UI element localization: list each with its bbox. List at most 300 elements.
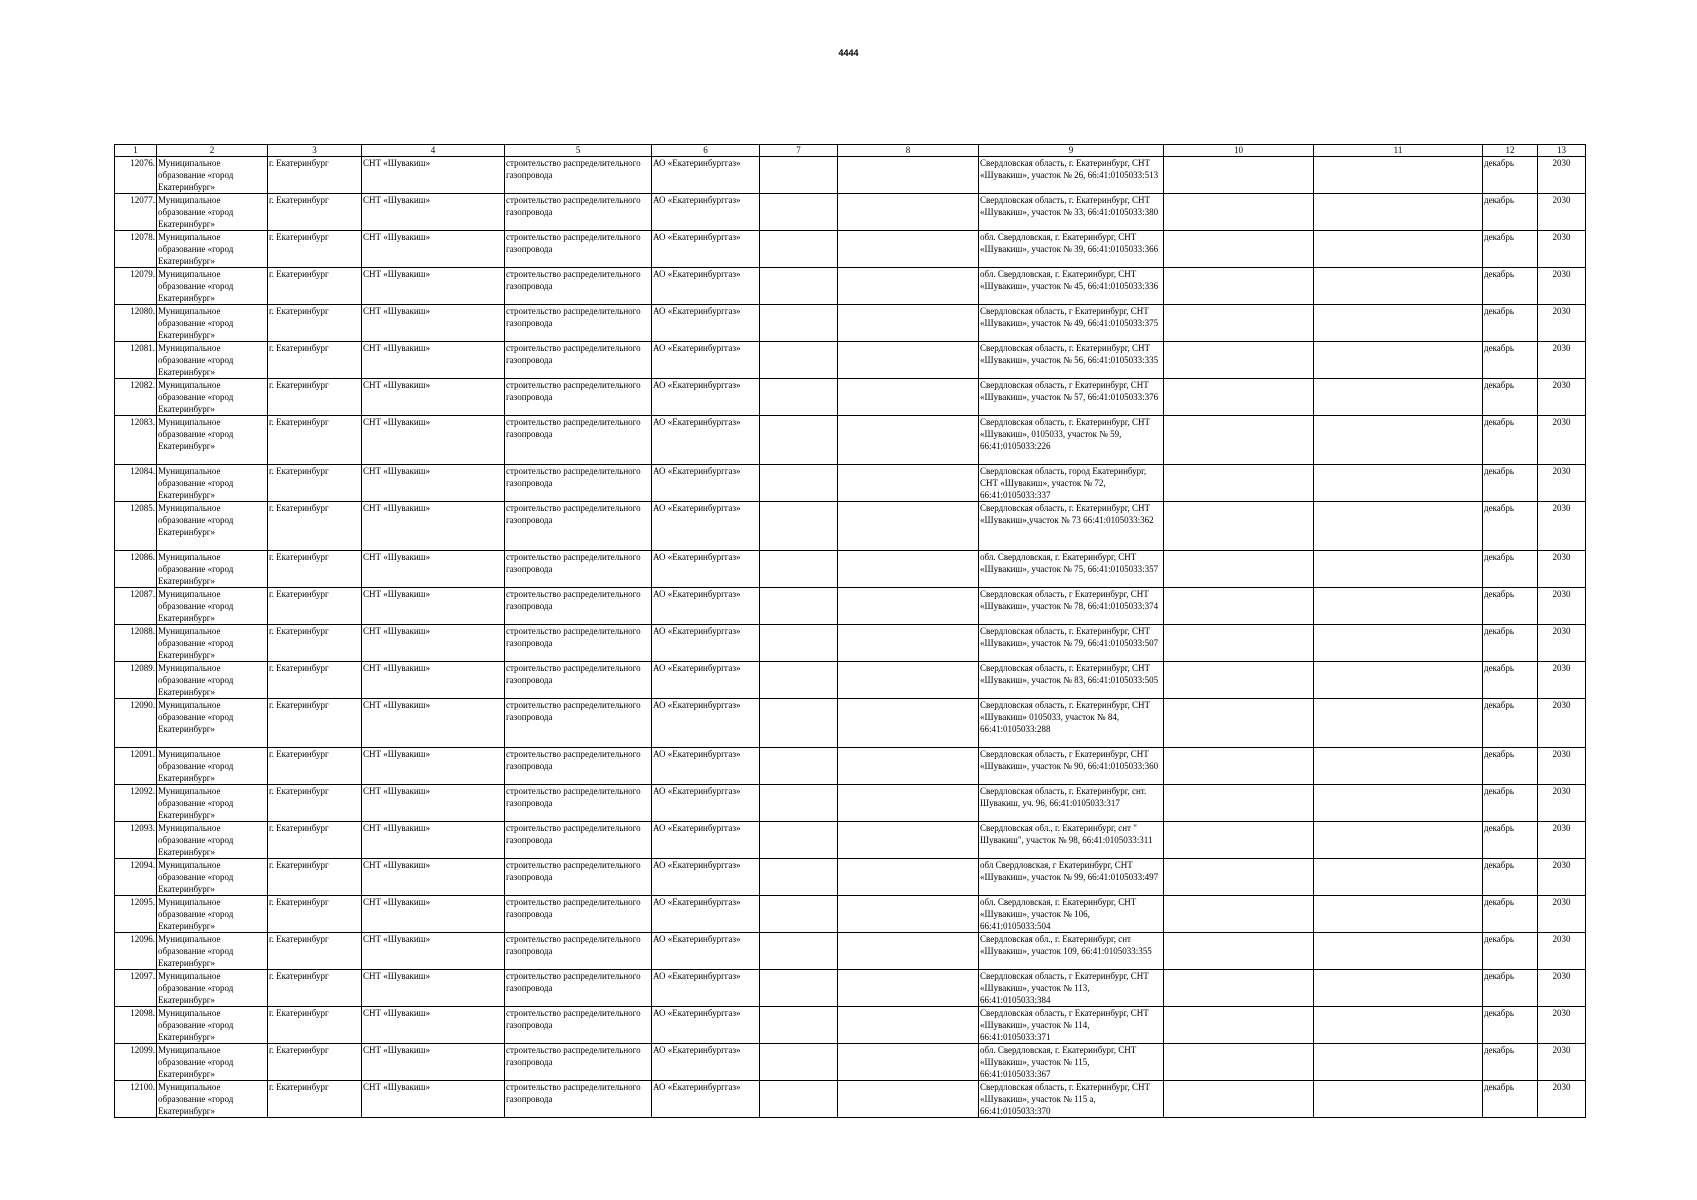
work-type-cell: строительство распределительного газопровода <box>505 748 652 785</box>
month-cell: декабрь <box>1483 305 1538 342</box>
register-table <box>114 144 1586 1118</box>
organization-cell: АО «Екатеринбурггаз» <box>652 194 760 231</box>
table-row <box>115 416 1586 465</box>
column-10-cell <box>1164 933 1314 970</box>
column-8-cell <box>838 305 979 342</box>
address-cell: Свердловская область, город Екатеринбург, СНТ «Шувакиш», участок № 72, 66:41:0105033:337 <box>979 465 1164 502</box>
work-type-cell: строительство распределительного газопровода <box>505 268 652 305</box>
column-7-cell <box>760 625 838 662</box>
table-row <box>115 305 1586 342</box>
city-cell: г. Екатеринбург <box>268 785 362 822</box>
address-cell: Свердловская область, г. Екатеринбург, снт. Шувакиш, уч. 96, 66:41:0105033:317 <box>979 785 1164 822</box>
address-cell: Свердловская область, г. Екатеринбург, СНТ «Шувакиш»,участок № 73 66:41:0105033:362 <box>979 502 1164 551</box>
organization-cell: АО «Екатеринбурггаз» <box>652 662 760 699</box>
column-7-cell <box>760 588 838 625</box>
organization-cell: АО «Екатеринбурггаз» <box>652 970 760 1007</box>
city-cell: г. Екатеринбург <box>268 194 362 231</box>
organization-cell: АО «Екатеринбурггаз» <box>652 379 760 416</box>
column-7-cell <box>760 194 838 231</box>
city-cell: г. Екатеринбург <box>268 551 362 588</box>
column-11-cell <box>1314 157 1483 194</box>
row-number-cell: 12094. <box>115 859 157 896</box>
column-10-cell <box>1164 1081 1314 1118</box>
column-11-cell <box>1314 465 1483 502</box>
city-cell: г. Екатеринбург <box>268 502 362 551</box>
table-row <box>115 551 1586 588</box>
year-cell: 2030 <box>1538 662 1586 699</box>
owner-cell: Муниципальное образование «город Екатеринбург» <box>157 551 268 588</box>
year-cell: 2030 <box>1538 1007 1586 1044</box>
column-header: 11 <box>1314 145 1483 157</box>
column-header: 6 <box>652 145 760 157</box>
work-type-cell: строительство распределительного газопровода <box>505 699 652 748</box>
address-cell: Свердловская область, г Екатеринбург, СНТ «Шувакиш», участок № 78, 66:41:0105033:374 <box>979 588 1164 625</box>
column-11-cell <box>1314 748 1483 785</box>
address-cell: обл. Свердловская, г. Екатеринбург, СНТ «Шувакиш», участок № 115, 66:41:0105033:367 <box>979 1044 1164 1081</box>
month-cell: декабрь <box>1483 342 1538 379</box>
month-cell: декабрь <box>1483 268 1538 305</box>
month-cell: декабрь <box>1483 1007 1538 1044</box>
work-type-cell: строительство распределительного газопровода <box>505 502 652 551</box>
work-type-cell: строительство распределительного газопровода <box>505 379 652 416</box>
work-type-cell: строительство распределительного газопровода <box>505 1044 652 1081</box>
column-11-cell <box>1314 194 1483 231</box>
month-cell: декабрь <box>1483 416 1538 465</box>
year-cell: 2030 <box>1538 157 1586 194</box>
owner-cell: Муниципальное образование «город Екатеринбург» <box>157 157 268 194</box>
table-row <box>115 268 1586 305</box>
owner-cell: Муниципальное образование «город Екатеринбург» <box>157 588 268 625</box>
city-cell: г. Екатеринбург <box>268 416 362 465</box>
city-cell: г. Екатеринбург <box>268 157 362 194</box>
address-cell: Свердловская обл., г. Екатеринбург, снт " Шувакиш", участок № 98, 66:41:0105033:311 <box>979 822 1164 859</box>
column-7-cell <box>760 231 838 268</box>
column-11-cell <box>1314 1007 1483 1044</box>
year-cell: 2030 <box>1538 896 1586 933</box>
column-11-cell <box>1314 896 1483 933</box>
month-cell: декабрь <box>1483 465 1538 502</box>
column-10-cell <box>1164 748 1314 785</box>
place-cell: СНТ «Шувакиш» <box>362 662 505 699</box>
column-10-cell <box>1164 268 1314 305</box>
column-10-cell <box>1164 551 1314 588</box>
table-row <box>115 231 1586 268</box>
organization-cell: АО «Екатеринбурггаз» <box>652 502 760 551</box>
column-8-cell <box>838 157 979 194</box>
row-number-cell: 12098. <box>115 1007 157 1044</box>
column-header: 1 <box>115 145 157 157</box>
owner-cell: Муниципальное образование «город Екатеринбург» <box>157 625 268 662</box>
year-cell: 2030 <box>1538 822 1586 859</box>
organization-cell: АО «Екатеринбурггаз» <box>652 822 760 859</box>
row-number-cell: 12096. <box>115 933 157 970</box>
organization-cell: АО «Екатеринбурггаз» <box>652 588 760 625</box>
place-cell: СНТ «Шувакиш» <box>362 551 505 588</box>
column-7-cell <box>760 268 838 305</box>
table-row <box>115 662 1586 699</box>
row-number-cell: 12097. <box>115 970 157 1007</box>
column-8-cell <box>838 231 979 268</box>
work-type-cell: строительство распределительного газопровода <box>505 1081 652 1118</box>
month-cell: декабрь <box>1483 785 1538 822</box>
table-row <box>115 933 1586 970</box>
place-cell: СНТ «Шувакиш» <box>362 157 505 194</box>
owner-cell: Муниципальное образование «город Екатеринбург» <box>157 785 268 822</box>
organization-cell: АО «Екатеринбурггаз» <box>652 859 760 896</box>
year-cell: 2030 <box>1538 785 1586 822</box>
table-row <box>115 785 1586 822</box>
year-cell: 2030 <box>1538 625 1586 662</box>
month-cell: декабрь <box>1483 625 1538 662</box>
organization-cell: АО «Екатеринбурггаз» <box>652 416 760 465</box>
column-11-cell <box>1314 416 1483 465</box>
table-row <box>115 502 1586 551</box>
column-10-cell <box>1164 1007 1314 1044</box>
column-8-cell <box>838 896 979 933</box>
column-10-cell <box>1164 342 1314 379</box>
column-8-cell <box>838 625 979 662</box>
column-10-cell <box>1164 662 1314 699</box>
column-11-cell <box>1314 625 1483 662</box>
row-number-cell: 12076. <box>115 157 157 194</box>
column-7-cell <box>760 748 838 785</box>
column-8-cell <box>838 748 979 785</box>
column-8-cell <box>838 1081 979 1118</box>
column-7-cell <box>760 1007 838 1044</box>
work-type-cell: строительство распределительного газопровода <box>505 231 652 268</box>
table-row <box>115 465 1586 502</box>
work-type-cell: строительство распределительного газопровода <box>505 416 652 465</box>
column-10-cell <box>1164 970 1314 1007</box>
owner-cell: Муниципальное образование «город Екатеринбург» <box>157 1044 268 1081</box>
work-type-cell: строительство распределительного газопровода <box>505 194 652 231</box>
month-cell: декабрь <box>1483 970 1538 1007</box>
row-number-cell: 12079. <box>115 268 157 305</box>
table-row <box>115 859 1586 896</box>
month-cell: декабрь <box>1483 194 1538 231</box>
table-row <box>115 748 1586 785</box>
city-cell: г. Екатеринбург <box>268 859 362 896</box>
column-7-cell <box>760 1081 838 1118</box>
column-10-cell <box>1164 699 1314 748</box>
organization-cell: АО «Екатеринбурггаз» <box>652 305 760 342</box>
owner-cell: Муниципальное образование «город Екатеринбург» <box>157 748 268 785</box>
place-cell: СНТ «Шувакиш» <box>362 588 505 625</box>
address-cell: Свердловская область, г Екатеринбург, СНТ «Шувакиш», участок № 49, 66:41:0105033:375 <box>979 305 1164 342</box>
column-11-cell <box>1314 551 1483 588</box>
place-cell: СНТ «Шувакиш» <box>362 1044 505 1081</box>
column-8-cell <box>838 465 979 502</box>
city-cell: г. Екатеринбург <box>268 699 362 748</box>
place-cell: СНТ «Шувакиш» <box>362 859 505 896</box>
column-8-cell <box>838 1007 979 1044</box>
city-cell: г. Екатеринбург <box>268 1007 362 1044</box>
work-type-cell: строительство распределительного газопровода <box>505 625 652 662</box>
address-cell: Свердловская область, г Екатеринбург, СНТ «Шувакиш», участок № 114, 66:41:0105033:371 <box>979 1007 1164 1044</box>
address-cell: обл. Свердловская, г. Екатеринбург, СНТ «Шувакиш», участок № 106, 66:41:0105033:504 <box>979 896 1164 933</box>
column-7-cell <box>760 933 838 970</box>
header-row <box>115 145 1586 157</box>
column-11-cell <box>1314 933 1483 970</box>
address-cell: Свердловская область, г. Екатеринбург, СНТ «Шувакиш», участок № 79, 66:41:0105033:507 <box>979 625 1164 662</box>
city-cell: г. Екатеринбург <box>268 748 362 785</box>
table-row <box>115 588 1586 625</box>
owner-cell: Муниципальное образование «город Екатеринбург» <box>157 416 268 465</box>
organization-cell: АО «Екатеринбурггаз» <box>652 625 760 662</box>
place-cell: СНТ «Шувакиш» <box>362 465 505 502</box>
place-cell: СНТ «Шувакиш» <box>362 970 505 1007</box>
column-10-cell <box>1164 859 1314 896</box>
owner-cell: Муниципальное образование «город Екатеринбург» <box>157 699 268 748</box>
column-11-cell <box>1314 268 1483 305</box>
address-cell: обл. Свердловская, г. Екатеринбург, СНТ «Шувакиш», участок № 75, 66:41:0105033:357 <box>979 551 1164 588</box>
organization-cell: АО «Екатеринбурггаз» <box>652 748 760 785</box>
column-10-cell <box>1164 785 1314 822</box>
owner-cell: Муниципальное образование «город Екатеринбург» <box>157 933 268 970</box>
city-cell: г. Екатеринбург <box>268 933 362 970</box>
column-8-cell <box>838 502 979 551</box>
row-number-cell: 12092. <box>115 785 157 822</box>
column-7-cell <box>760 1044 838 1081</box>
column-header: 10 <box>1164 145 1314 157</box>
owner-cell: Муниципальное образование «город Екатеринбург» <box>157 379 268 416</box>
column-10-cell <box>1164 231 1314 268</box>
column-8-cell <box>838 822 979 859</box>
year-cell: 2030 <box>1538 588 1586 625</box>
column-8-cell <box>838 551 979 588</box>
work-type-cell: строительство распределительного газопровода <box>505 342 652 379</box>
year-cell: 2030 <box>1538 305 1586 342</box>
column-11-cell <box>1314 699 1483 748</box>
month-cell: декабрь <box>1483 699 1538 748</box>
page-number: 4444 <box>838 48 859 58</box>
column-10-cell <box>1164 588 1314 625</box>
place-cell: СНТ «Шувакиш» <box>362 379 505 416</box>
city-cell: г. Екатеринбург <box>268 588 362 625</box>
owner-cell: Муниципальное образование «город Екатеринбург» <box>157 970 268 1007</box>
year-cell: 2030 <box>1538 699 1586 748</box>
column-10-cell <box>1164 379 1314 416</box>
year-cell: 2030 <box>1538 748 1586 785</box>
owner-cell: Муниципальное образование «город Екатеринбург» <box>157 1081 268 1118</box>
place-cell: СНТ «Шувакиш» <box>362 625 505 662</box>
column-8-cell <box>838 379 979 416</box>
work-type-cell: строительство распределительного газопровода <box>505 785 652 822</box>
row-number-cell: 12081. <box>115 342 157 379</box>
organization-cell: АО «Екатеринбурггаз» <box>652 699 760 748</box>
table-row <box>115 625 1586 662</box>
year-cell: 2030 <box>1538 859 1586 896</box>
organization-cell: АО «Екатеринбурггаз» <box>652 933 760 970</box>
place-cell: СНТ «Шувакиш» <box>362 1081 505 1118</box>
organization-cell: АО «Екатеринбурггаз» <box>652 551 760 588</box>
place-cell: СНТ «Шувакиш» <box>362 1007 505 1044</box>
city-cell: г. Екатеринбург <box>268 465 362 502</box>
row-number-cell: 12093. <box>115 822 157 859</box>
organization-cell: АО «Екатеринбурггаз» <box>652 157 760 194</box>
column-8-cell <box>838 194 979 231</box>
address-cell: Свердловская область, г Екатеринбург, СНТ «Шувакиш», участок № 90, 66:41:0105033:360 <box>979 748 1164 785</box>
organization-cell: АО «Екатеринбурггаз» <box>652 1007 760 1044</box>
city-cell: г. Екатеринбург <box>268 231 362 268</box>
column-11-cell <box>1314 588 1483 625</box>
place-cell: СНТ «Шувакиш» <box>362 342 505 379</box>
column-11-cell <box>1314 342 1483 379</box>
work-type-cell: строительство распределительного газопровода <box>505 896 652 933</box>
column-8-cell <box>838 1044 979 1081</box>
column-header: 12 <box>1483 145 1538 157</box>
address-cell: Свердловская область, г Екатеринбург, СНТ «Шувакиш», участок № 113, 66:41:0105033:384 <box>979 970 1164 1007</box>
address-cell: обл. Свердловская, г. Екатеринбург, СНТ «Шувакиш», участок № 39, 66:41:0105033:366 <box>979 231 1164 268</box>
column-11-cell <box>1314 785 1483 822</box>
table-row <box>115 896 1586 933</box>
owner-cell: Муниципальное образование «город Екатеринбург» <box>157 896 268 933</box>
table-header <box>115 145 1586 157</box>
column-10-cell <box>1164 465 1314 502</box>
column-7-cell <box>760 416 838 465</box>
city-cell: г. Екатеринбург <box>268 625 362 662</box>
column-11-cell <box>1314 970 1483 1007</box>
month-cell: декабрь <box>1483 859 1538 896</box>
address-cell: Свердловская область, г. Екатеринбург, СНТ «Шувакиш», участок № 83, 66:41:0105033:505 <box>979 662 1164 699</box>
year-cell: 2030 <box>1538 379 1586 416</box>
city-cell: г. Екатеринбург <box>268 305 362 342</box>
column-7-cell <box>760 305 838 342</box>
month-cell: декабрь <box>1483 588 1538 625</box>
owner-cell: Муниципальное образование «город Екатеринбург» <box>157 662 268 699</box>
address-cell: Свердловская область, г. Екатеринбург, СНТ «Шувакиш», 0105033, участок № 59, 66:41:0105033:226 <box>979 416 1164 465</box>
address-cell: обл Свердловская, г Екатеринбург, СНТ «Шувакиш», участок № 99, 66:41:0105033:497 <box>979 859 1164 896</box>
owner-cell: Муниципальное образование «город Екатеринбург» <box>157 1007 268 1044</box>
column-8-cell <box>838 970 979 1007</box>
organization-cell: АО «Екатеринбурггаз» <box>652 231 760 268</box>
table-row <box>115 157 1586 194</box>
column-header: 4 <box>362 145 505 157</box>
city-cell: г. Екатеринбург <box>268 822 362 859</box>
month-cell: декабрь <box>1483 896 1538 933</box>
column-header: 3 <box>268 145 362 157</box>
column-7-cell <box>760 785 838 822</box>
owner-cell: Муниципальное образование «город Екатеринбург» <box>157 465 268 502</box>
column-11-cell <box>1314 1081 1483 1118</box>
table-row <box>115 1044 1586 1081</box>
row-number-cell: 12086. <box>115 551 157 588</box>
column-10-cell <box>1164 1044 1314 1081</box>
address-cell: Свердловская обл., г. Екатеринбург, снт «Шувакиш», участок 109, 66:41:0105033:355 <box>979 933 1164 970</box>
table-row <box>115 379 1586 416</box>
place-cell: СНТ «Шувакиш» <box>362 822 505 859</box>
column-8-cell <box>838 268 979 305</box>
owner-cell: Муниципальное образование «город Екатеринбург» <box>157 231 268 268</box>
place-cell: СНТ «Шувакиш» <box>362 896 505 933</box>
row-number-cell: 12080. <box>115 305 157 342</box>
address-cell: Свердловская область, г. Екатеринбург, СНТ «Шувакиш», участок № 33, 66:41:0105033:380 <box>979 194 1164 231</box>
row-number-cell: 12087. <box>115 588 157 625</box>
column-7-cell <box>760 662 838 699</box>
owner-cell: Муниципальное образование «город Екатеринбург» <box>157 305 268 342</box>
row-number-cell: 12083. <box>115 416 157 465</box>
organization-cell: АО «Екатеринбурггаз» <box>652 1044 760 1081</box>
row-number-cell: 12099. <box>115 1044 157 1081</box>
month-cell: декабрь <box>1483 933 1538 970</box>
address-cell: Свердловская область, г Екатеринбург, СНТ «Шувакиш», участок № 57, 66:41:0105033:376 <box>979 379 1164 416</box>
year-cell: 2030 <box>1538 502 1586 551</box>
column-7-cell <box>760 859 838 896</box>
column-header: 13 <box>1538 145 1586 157</box>
column-7-cell <box>760 379 838 416</box>
column-header: 9 <box>979 145 1164 157</box>
address-cell: Свердловская область, г. Екатеринбург, СНТ «Шувакиш», участок № 115 а, 66:41:0105033:370 <box>979 1081 1164 1118</box>
work-type-cell: строительство распределительного газопровода <box>505 970 652 1007</box>
place-cell: СНТ «Шувакиш» <box>362 416 505 465</box>
city-cell: г. Екатеринбург <box>268 896 362 933</box>
place-cell: СНТ «Шувакиш» <box>362 231 505 268</box>
city-cell: г. Екатеринбург <box>268 268 362 305</box>
row-number-cell: 12090. <box>115 699 157 748</box>
row-number-cell: 12091. <box>115 748 157 785</box>
month-cell: декабрь <box>1483 662 1538 699</box>
column-header: 7 <box>760 145 838 157</box>
row-number-cell: 12084. <box>115 465 157 502</box>
work-type-cell: строительство распределительного газопровода <box>505 465 652 502</box>
column-10-cell <box>1164 502 1314 551</box>
work-type-cell: строительство распределительного газопровода <box>505 305 652 342</box>
column-11-cell <box>1314 231 1483 268</box>
organization-cell: АО «Екатеринбурггаз» <box>652 268 760 305</box>
year-cell: 2030 <box>1538 268 1586 305</box>
column-header: 8 <box>838 145 979 157</box>
city-cell: г. Екатеринбург <box>268 1081 362 1118</box>
column-8-cell <box>838 859 979 896</box>
row-number-cell: 12077. <box>115 194 157 231</box>
column-7-cell <box>760 551 838 588</box>
column-10-cell <box>1164 157 1314 194</box>
column-11-cell <box>1314 379 1483 416</box>
organization-cell: АО «Екатеринбурггаз» <box>652 342 760 379</box>
year-cell: 2030 <box>1538 551 1586 588</box>
column-7-cell <box>760 970 838 1007</box>
city-cell: г. Екатеринбург <box>268 970 362 1007</box>
month-cell: декабрь <box>1483 1081 1538 1118</box>
column-10-cell <box>1164 305 1314 342</box>
month-cell: декабрь <box>1483 822 1538 859</box>
year-cell: 2030 <box>1538 231 1586 268</box>
year-cell: 2030 <box>1538 465 1586 502</box>
table-body <box>115 157 1586 1118</box>
organization-cell: АО «Екатеринбурггаз» <box>652 465 760 502</box>
column-7-cell <box>760 699 838 748</box>
place-cell: СНТ «Шувакиш» <box>362 748 505 785</box>
organization-cell: АО «Екатеринбурггаз» <box>652 1081 760 1118</box>
row-number-cell: 12100. <box>115 1081 157 1118</box>
owner-cell: Муниципальное образование «город Екатеринбург» <box>157 859 268 896</box>
column-7-cell <box>760 465 838 502</box>
column-7-cell <box>760 896 838 933</box>
column-10-cell <box>1164 896 1314 933</box>
place-cell: СНТ «Шувакиш» <box>362 268 505 305</box>
column-7-cell <box>760 157 838 194</box>
year-cell: 2030 <box>1538 416 1586 465</box>
table-row <box>115 1007 1586 1044</box>
address-cell: Свердловская область, г. Екатеринбург, СНТ «Шувакиш», участок № 56, 66:41:0105033:335 <box>979 342 1164 379</box>
month-cell: декабрь <box>1483 1044 1538 1081</box>
address-cell: Свердловская область, г. Екатеринбург, СНТ «Шувакиш» 0105033, участок № 84, 66:41:0105033:288 <box>979 699 1164 748</box>
month-cell: декабрь <box>1483 379 1538 416</box>
table-row <box>115 194 1586 231</box>
column-7-cell <box>760 502 838 551</box>
owner-cell: Муниципальное образование «город Екатеринбург» <box>157 194 268 231</box>
place-cell: СНТ «Шувакиш» <box>362 785 505 822</box>
